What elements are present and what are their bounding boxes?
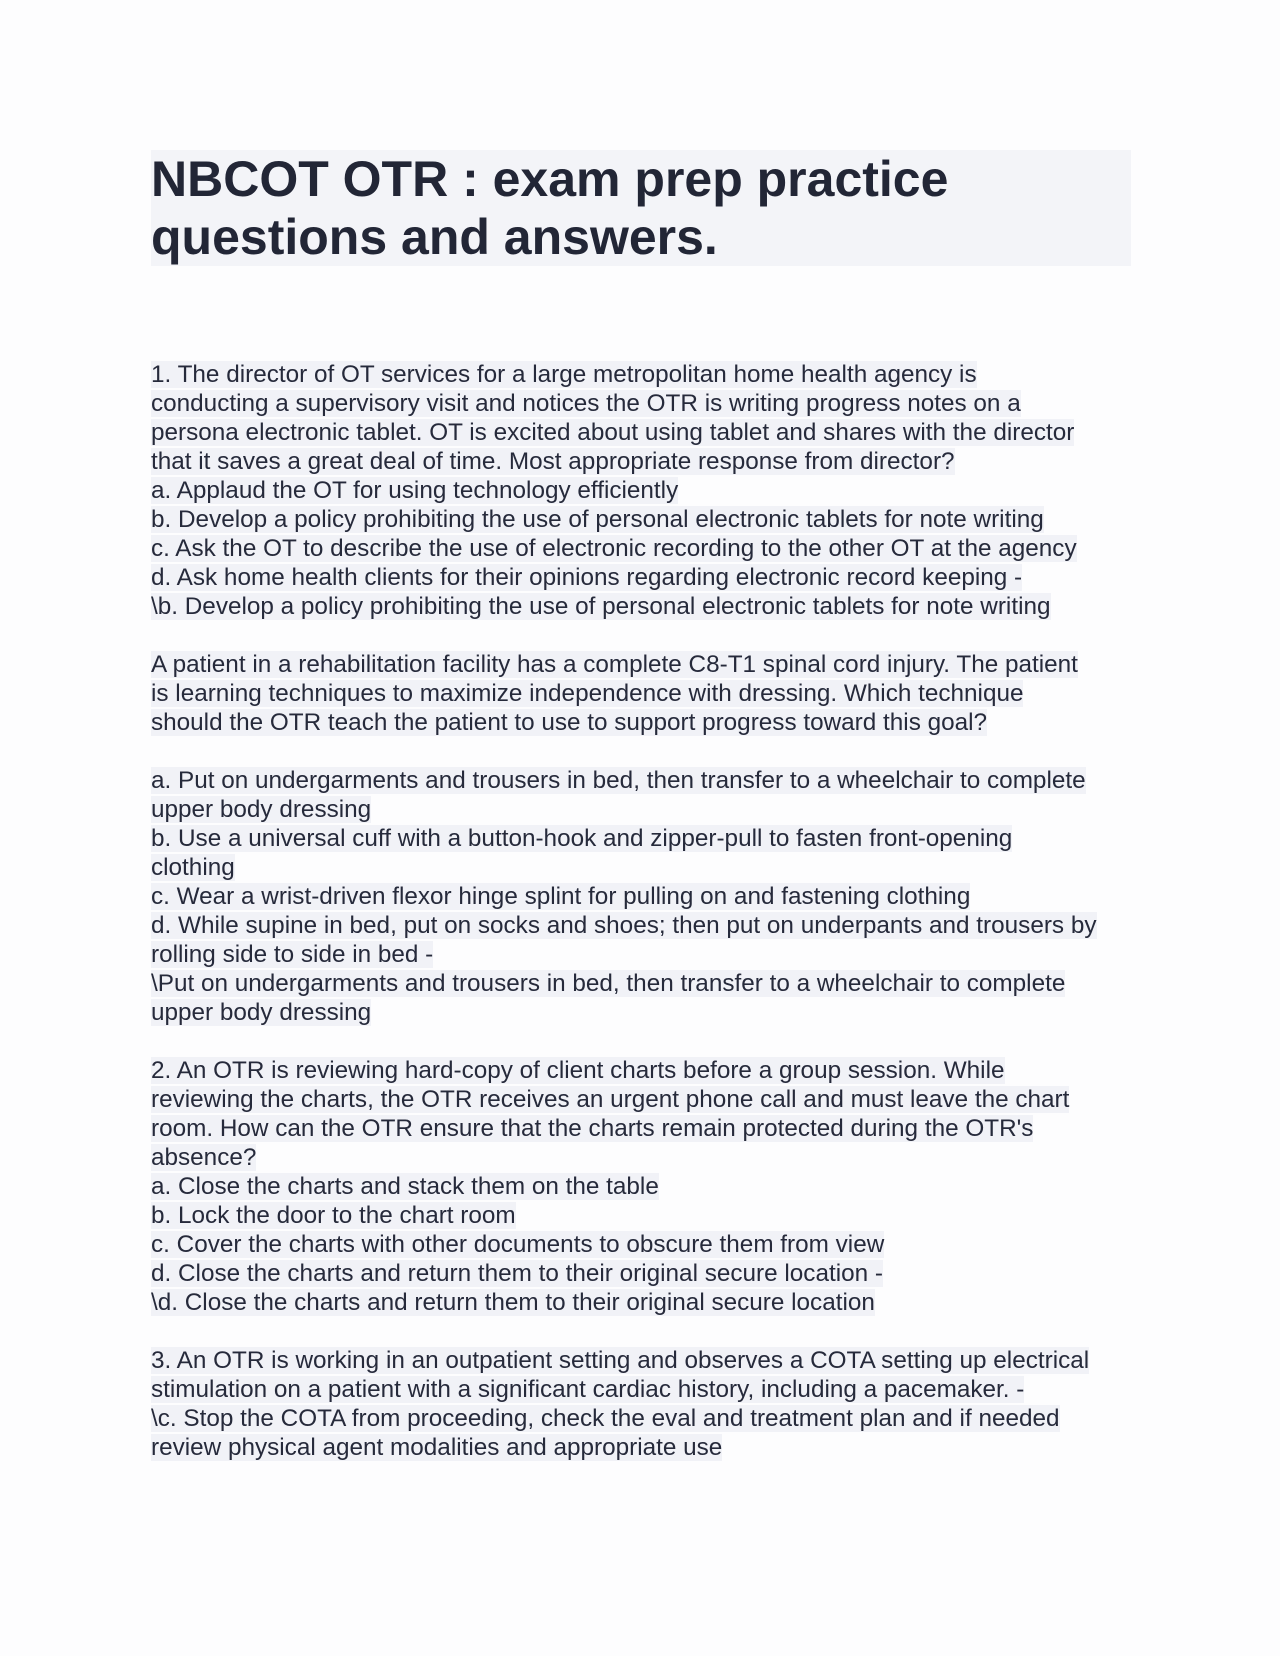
text-line [151, 795, 1131, 824]
text-line [151, 1201, 1131, 1230]
text-line-content: b. Develop a policy prohibiting the use of personal electronic tablets for note writing [151, 506, 1044, 533]
text-line-content: stimulation on a patient with a significant cardiac history, including a pacemaker. - [151, 1376, 1025, 1403]
text-line-content: a. Applaud the OT for using technology efficiently [151, 477, 679, 504]
text-line-content: 2. An OTR is reviewing hard-copy of client charts before a group session. While [151, 1057, 1005, 1084]
text-line [151, 969, 1131, 998]
text-line-content: absence? [151, 1144, 257, 1171]
text-line [151, 1172, 1131, 1201]
text-line-content: \c. Stop the COTA from proceeding, check the eval and treatment plan and if needed [151, 1405, 1060, 1432]
text-line-content: rolling side to side in bed - [151, 941, 434, 968]
text-line-content: c. Wear a wrist-driven flexor hinge splint for pulling on and fastening clothing [151, 883, 971, 910]
text-line-content: conducting a supervisory visit and notices the OTR is writing progress notes on a [151, 390, 1021, 417]
title-line-1: NBCOT OTR : exam prep practice [151, 151, 949, 207]
text-line [151, 1085, 1131, 1114]
paragraph-gap [151, 737, 1131, 766]
text-line-content: c. Ask the OT to describe the use of electronic recording to the other OT at the agency [151, 535, 1077, 562]
document-title [151, 150, 1131, 266]
text-line [151, 1375, 1131, 1404]
text-line-content: upper body dressing [151, 999, 372, 1026]
text-line-content: clothing [151, 854, 235, 881]
text-line [151, 650, 1131, 679]
text-line [151, 1230, 1131, 1259]
text-line-content: 1. The director of OT services for a large metropolitan home health agency is [151, 361, 977, 388]
text-line [151, 1433, 1131, 1462]
text-line [151, 1143, 1131, 1172]
text-line [151, 534, 1131, 563]
text-line-content: review physical agent modalities and appropriate use [151, 1434, 723, 1461]
text-line [151, 766, 1131, 795]
text-line [151, 1346, 1131, 1375]
text-line [151, 476, 1131, 505]
title-line-2: questions and answers. [151, 209, 718, 265]
text-line [151, 360, 1131, 389]
text-line [151, 998, 1131, 1027]
text-line-content: \d. Close the charts and return them to their original secure location [151, 1289, 875, 1316]
text-line [151, 1404, 1131, 1433]
document-page [151, 150, 1131, 1461]
text-line-content: that it saves a great deal of time. Most appropriate response from director? [151, 448, 955, 475]
text-line-content: \Put on undergarments and trousers in bed, then transfer to a wheelchair to complete [151, 970, 1066, 997]
text-line-content: d. Close the charts and return them to their original secure location - [151, 1260, 883, 1287]
text-line [151, 505, 1131, 534]
text-line-content: room. How can the OTR ensure that the charts remain protected during the OTR's [151, 1115, 1034, 1142]
text-line [151, 1288, 1131, 1317]
text-line-content: 3. An OTR is working in an outpatient setting and observes a COTA setting up electrical [151, 1347, 1090, 1374]
text-line [151, 563, 1131, 592]
text-line-content: is learning techniques to maximize independence with dressing. Which technique [151, 680, 1024, 707]
text-line-content: persona electronic tablet. OT is excited about using tablet and shares with the director [151, 419, 1075, 446]
document-body [151, 360, 1131, 1462]
text-line [151, 824, 1131, 853]
text-line-content: b. Lock the door to the chart room [151, 1202, 516, 1229]
text-line [151, 1259, 1131, 1288]
text-line-content: b. Use a universal cuff with a button-hook and zipper-pull to fasten front-opening [151, 825, 1013, 852]
text-line [151, 389, 1131, 418]
paragraph-gap [151, 1027, 1131, 1056]
text-line [151, 592, 1131, 621]
text-line-content: c. Cover the charts with other documents to obscure them from view [151, 1231, 885, 1258]
text-line-content: d. While supine in bed, put on socks and shoes; then put on underpants and trousers by [151, 912, 1097, 939]
text-line [151, 1114, 1131, 1143]
text-line [151, 911, 1131, 940]
paragraph-gap [151, 621, 1131, 650]
text-line [151, 882, 1131, 911]
text-line [151, 708, 1131, 737]
text-line [151, 1056, 1131, 1085]
text-line [151, 940, 1131, 969]
text-line [151, 679, 1131, 708]
text-line-content: a. Close the charts and stack them on the table [151, 1173, 659, 1200]
text-line-content: upper body dressing [151, 796, 372, 823]
text-line [151, 853, 1131, 882]
text-line-content: d. Ask home health clients for their opinions regarding electronic record keeping - [151, 564, 1023, 591]
text-line [151, 418, 1131, 447]
text-line [151, 447, 1131, 476]
text-line-content: \b. Develop a policy prohibiting the use of personal electronic tablets for note writing [151, 593, 1051, 620]
paragraph-gap [151, 1317, 1131, 1346]
text-line-content: a. Put on undergarments and trousers in bed, then transfer to a wheelchair to complete [151, 767, 1086, 794]
text-line-content: should the OTR teach the patient to use to support progress toward this goal? [151, 709, 988, 736]
text-line-content: reviewing the charts, the OTR receives an urgent phone call and must leave the chart [151, 1086, 1070, 1113]
text-line-content: A patient in a rehabilitation facility has a complete C8-T1 spinal cord injury. The patient [151, 651, 1078, 678]
